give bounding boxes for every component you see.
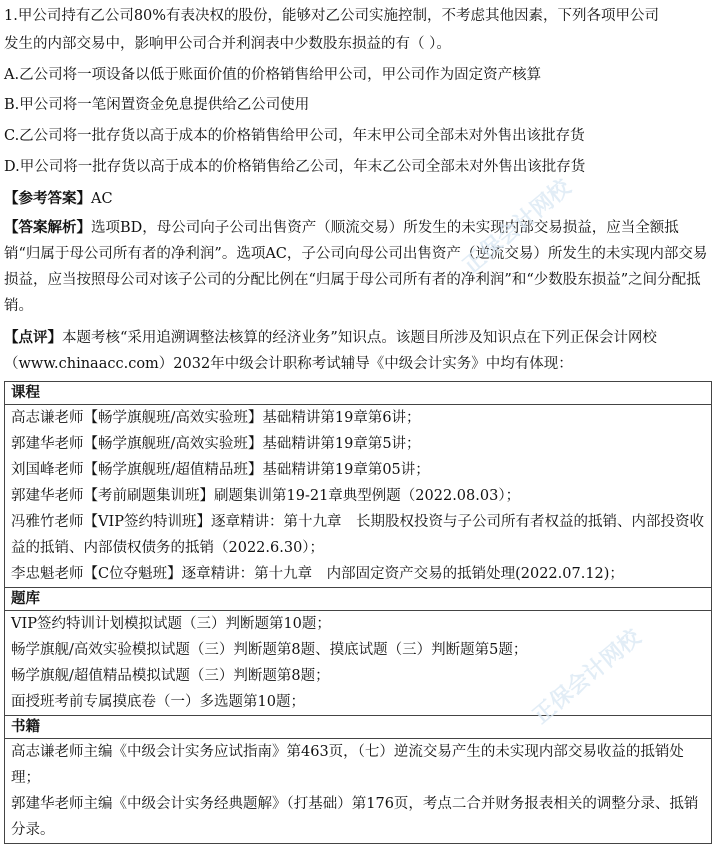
watermark-logo: 正保会计网校	[458, 174, 576, 280]
option-b: B.甲公司将一笔闲置资金免息提供给乙公司使用	[4, 97, 310, 113]
answer-tag: 【参考答案】	[4, 190, 91, 207]
bank-item: 畅学旗舰/超值精品模拟试题（三）判断题第8题；	[11, 668, 330, 684]
analysis-paragraph	[4, 215, 714, 319]
option-a: A.乙公司将一项设备以低于账面价值的价格销售给甲公司，甲公司作为固定资产核算	[4, 67, 542, 83]
option-c: C.乙公司将一批存货以高于成本的价格销售给甲公司，年末甲公司全部未对外售出该批存货	[4, 128, 585, 144]
bank-item: 畅学旗舰/高效实验模拟试题（三）判断题第8题、摸底试题（三）判断题第5题；	[11, 642, 528, 658]
course-item: 刘国峰老师【畅学旗舰班/超值精品班】基础精讲第19章第05讲；	[11, 462, 430, 478]
answer-line	[4, 189, 715, 209]
question-line-1: 1.甲公司持有乙公司80%有表决权的股份，能够对乙公司实施控制，不考虑其他因素，下列各项甲公司	[4, 8, 660, 24]
courses-heading: 课程	[5, 382, 712, 405]
books-cell	[5, 739, 712, 844]
question-line-2: 发生的内部交易中，影响甲公司合并利润表中少数股东损益的有（ ）。	[4, 36, 451, 52]
book-item: 郭建华老师主编《中级会计实务经典题解》（打基础）第176页，考点二合并财务报表相关的调整分录、抵销分录。	[11, 796, 699, 838]
bank-cell	[5, 611, 712, 716]
course-item: 郭建华老师【畅学旗舰班/高效实验班】基础精讲第19章第5讲；	[11, 436, 421, 452]
comment-paragraph	[4, 325, 714, 377]
bank-item: VIP签约特训计划模拟试题（三）判断题第10题；	[11, 616, 331, 632]
watermark-logo: 正保会计网校	[528, 624, 646, 730]
analysis-tag: 【答案解析】	[4, 219, 91, 236]
books-heading: 书籍	[5, 716, 712, 739]
bank-item: 面授班考前专属摸底卷（一）多选题第10题；	[11, 694, 305, 710]
reference-table	[4, 381, 712, 844]
bank-heading: 题库	[5, 588, 712, 611]
comment-tag: 【点评】	[4, 329, 62, 346]
analysis-text: 选项BD，母公司向子公司出售资产（顺流交易）所发生的未实现内部交易损益，应当全额抵销“归属于母公司所有者的净利润”。选项AC，子公司向母公司出售资产（逆流交易）所发生的未实现内部交易损益，应当按照母公司对该子公司的分配比例在“归属于母公司所有者的净利润”和“少数股东损益”之间分配抵销。	[4, 220, 708, 314]
courses-cell	[5, 405, 712, 588]
answer-value: AC	[91, 191, 113, 207]
option-d: D.甲公司将一批存货以高于成本的价格销售给乙公司，年末乙公司全部未对外售出该批存货	[4, 159, 586, 175]
comment-text: 本题考核“采用追溯调整法核算的经济业务”知识点。该题目所涉及知识点在下列正保会计网校（www.chinaacc.com）2032年中级会计职称考试辅导《中级会计实务》中均有体现：	[4, 330, 657, 372]
course-item: 高志谦老师【畅学旗舰班/高效实验班】基础精讲第19章第6讲；	[11, 410, 421, 426]
book-item: 高志谦老师主编《中级会计实务应试指南》第463页，（七）逆流交易产生的未实现内部交易收益的抵销处理；	[11, 744, 684, 786]
course-item: 冯雅竹老师【VIP签约特训班】逐章精讲：第十九章 长期股权投资与子公司所有者权益的抵销、内部投资收益的抵销、内部债权债务的抵销（2022.6.30）；	[11, 514, 704, 556]
course-item: 李忠魁老师【C位夺魁班】逐章精讲：第十九章 内部固定资产交易的抵销处理(2022.07.12)；	[11, 566, 624, 582]
course-item: 郭建华老师【考前刷题集训班】刷题集训第19-21章典型例题（2022.08.03）；	[11, 488, 521, 504]
